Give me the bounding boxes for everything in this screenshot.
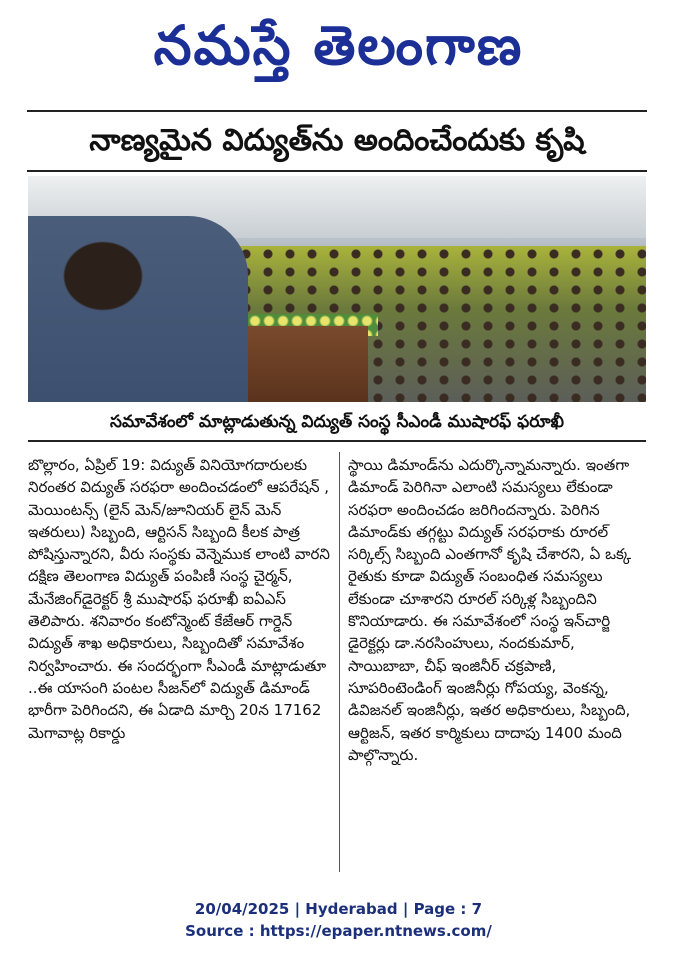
article-column-left (28, 454, 330, 874)
masthead-logo: నమస్తే తెలంగాణ (153, 14, 524, 77)
article-body-right: స్థాయి డిమాండ్‌ను ఎదుర్కొన్నామన్నారు. ఇంతగా డిమాండ్ పెరిగినా ఎలాంటి సమస్యలు లేకుండా సరఫరా అందించడం జరిగిందన్నారు. పెరిగిన డిమాండ్‌కు తగ్గట్టు విద్యుత్ సరఫరాకు రూరల్ సర్కిల్స్ సిబ్బంది ఎంతగానో కృషి చేశారని, ఏ ఒక్క రైతుకు కూడా విద్యుత్ సంబంధిత సమస్యలు లేకుండా చూశారని రూరల్ సర్కిళ్ల సిబ్బందిని కొనియాడారు. ఈ సమావేశంలో సంస్థ ఇన్‌చార్జి డైరెక్టర్లు డా.నరసింహులు, నందకుమార్, సాయిబాబా, చీఫ్ ఇంజినీర్ చక్రపాణి, సూపరింటెండింగ్ ఇంజినీర్లు గోపయ్య, వెంకన్న, డివిజనల్ ఇంజినీర్లు, ఇతర అధికారులు, సిబ్బంది, ఆర్టిజన్, ఇతర కార్మికులు దాదాపు 1400 మంది పాల్గొన్నారు. (348, 456, 632, 764)
footer-dateline: 20/04/2025 | Hyderabad | Page : 7 (194, 900, 483, 918)
photo-speaker (28, 216, 248, 402)
article-column-right (348, 454, 650, 874)
article-body-left: బొల్లారం, ఏప్రిల్ 19: విద్యుత్ వినియోగదారులకు నిరంతర విద్యుత్ సరఫరా అందించడంలో ఆపరేషన్ , మెయింటన్స్ (లైన్ మెన్/జూనియర్ లైన్ మెన్ ఇతరులు) సిబ్బంది, ఆర్టిసన్ సిబ్బంది కీలక పాత్ర పోషిస్తున్నారని, వీరు సంస్థకు వెన్నెముక లాంటి వారని దక్షిణ తెలంగాణ విద్యుత్ పంపిణీ సంస్థ చైర్మన్, మేనేజింగ్‌డైరెక్టర్ శ్రీ ముషారఫ్ ఫరూఖీ ఐఏఎస్ తెలిపారు. శనివారం కంటోన్మెంట్ కేజేఆర్ గార్డెన్ విద్యుత్ శాఖ అధికారులు, సిబ్బందితో సమావేశం నిర్వహించారు. ఈ సందర్భంగా సీఎండీ మాట్లాడుతూ ..ఈ యాసంగి పంటల సీజన్‌లో విద్యుత్ డిమాండ్ భారీగా పెరిగిందని, ఈ ఏడాది మార్చి 20న 17162 మెగావాట్ల రికార్డు (28, 456, 330, 742)
footer-source[interactable]: Source : https://epaper.ntnews.com/ (185, 922, 492, 940)
photo-caption: సమావేశంలో మాట్లాడుతున్న విద్యుత్ సంస్థ సీఎండీ ముషారఫ్ ఫరూఖీ (28, 404, 646, 442)
headline: నాణ్యమైన విద్యుత్‌ను అందించేందుకు కృషి (27, 110, 647, 172)
article-photo (28, 176, 646, 402)
column-divider (339, 452, 340, 872)
